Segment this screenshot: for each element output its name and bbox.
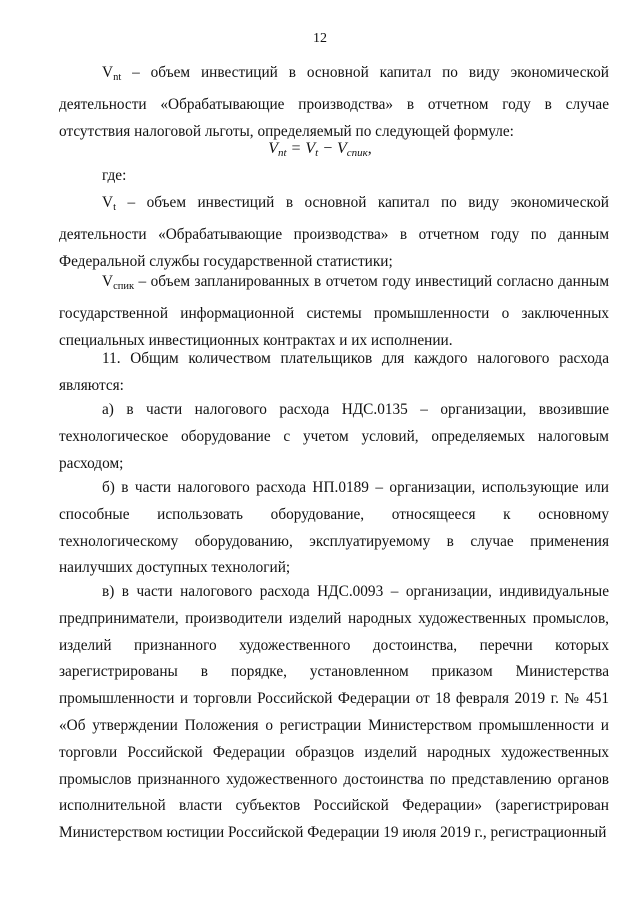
paragraph-vspik-definition	[59, 269, 609, 354]
variable-subscript: t	[113, 202, 116, 213]
paragraph-v: в) в части налогового расхода НДС.0093 – организации, индивидуальные предприниматели, производители изделий народных художественных промыслов, изделий признанного художественного достоинства, перечни которых зарегистрированы в порядке, установленном приказом Министерства промышленности и торговли Российской Федерации от 18 февраля 2019 г. № 451 «Об утверждении Положения о регистрации Министерством промышленности и торговли Российской Федерации образцов изделий народных художественных промыслов признанного художественного достоинства по представлению органов исполнительной власти субъектов Российской Федерации» (зарегистрирован Министерством юстиции Российской Федерации 19 июля 2019 г., регистрационный	[59, 583, 609, 842]
where-label: где:	[102, 167, 127, 184]
definition-text: – объем инвестиций в основной капитал по виду экономической деятельности «Обрабатывающие производства» в отчетном году по данным Федеральной службы государственной статистики;	[59, 194, 609, 270]
variable-v: V	[102, 273, 114, 290]
formula-eq: = V	[286, 140, 316, 157]
variable-v: V	[102, 64, 114, 81]
paragraph-b: б) в части налогового расхода НП.0189 – организации, использующие или способные использовать оборудование, относящееся к основному технологическому оборудованию, эксплуатируемому в случае применения наилучших доступных технологий;	[59, 479, 609, 577]
formula-end: ,	[367, 140, 372, 157]
formula-t-subscript: t	[315, 147, 319, 159]
paragraph-vt-definition	[59, 190, 609, 275]
definition-text: – объем запланированных в отчетом году инвестиций согласно данным государственной информационной системы промышленности о заключенных специальных инвестиционных контрактах и их исполнении.	[59, 273, 609, 349]
variable-subscript: спик	[113, 281, 135, 292]
formula	[0, 140, 640, 159]
formula-lhs-subscript: nt	[277, 147, 287, 159]
formula-minus: − V	[318, 140, 347, 157]
formula-spik-subscript: спик	[346, 147, 368, 159]
definition-text: – объем инвестиций в основной капитал по виду экономической деятельности «Обрабатывающие производства» в отчетном году в случае отсутствия налоговой льготы, определяемый по следующей формуле:	[59, 64, 609, 140]
page-number: 12	[313, 31, 327, 46]
paragraph-11: 11. Общим количеством плательщиков для каждого налогового расхода являются:	[59, 350, 609, 394]
variable-v: V	[102, 194, 114, 211]
formula-lhs: V	[268, 140, 278, 157]
paragraph-a: а) в части налогового расхода НДС.0135 – организации, ввозившие технологическое оборудование с учетом условий, определяемых налоговым расходом;	[59, 401, 609, 472]
variable-subscript: nt	[113, 72, 122, 83]
paragraph-vnt-definition	[59, 60, 609, 145]
